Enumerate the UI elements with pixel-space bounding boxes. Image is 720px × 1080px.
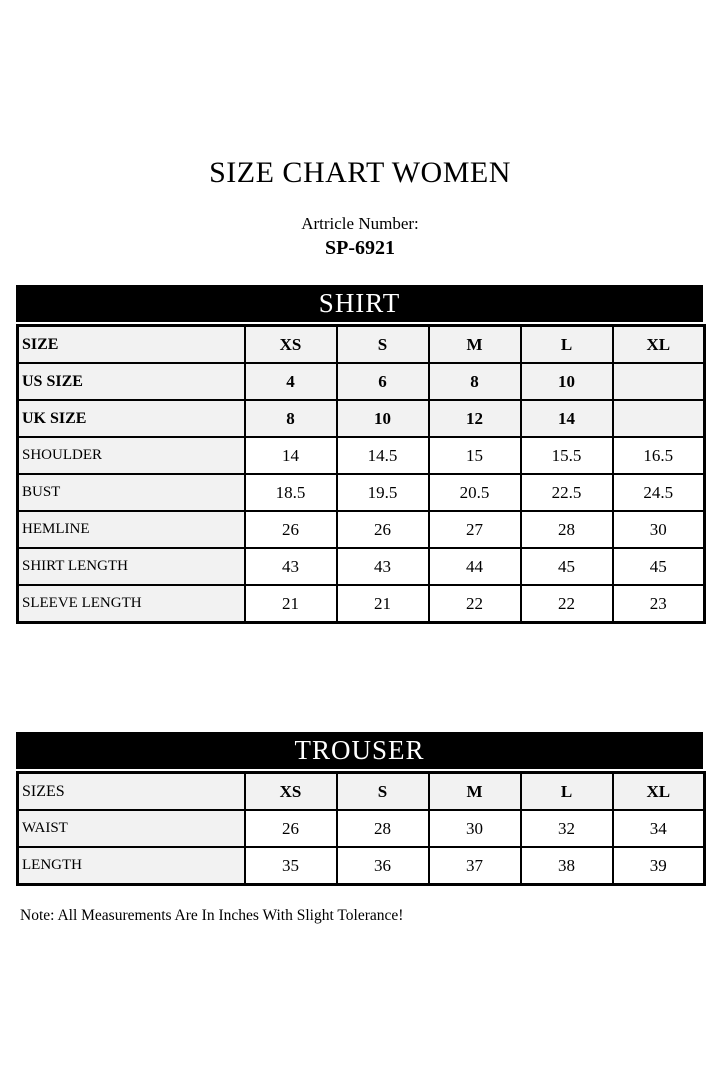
row-label-cell: WAIST (18, 810, 245, 847)
measurement-value-cell: 44 (429, 548, 521, 585)
measurement-value-cell: 22.5 (521, 474, 613, 511)
table-row (18, 548, 705, 585)
measurement-value-cell: 20.5 (429, 474, 521, 511)
measurement-value-cell: 32 (521, 810, 613, 847)
size-value-cell: S (337, 773, 429, 811)
size-value-cell (613, 400, 705, 437)
size-value-cell: 10 (521, 363, 613, 400)
size-value-cell: M (429, 773, 521, 811)
shirt-table-header-band: SHIRT (16, 285, 703, 322)
table-row (18, 585, 705, 623)
table-row (18, 511, 705, 548)
measurement-value-cell: 23 (613, 585, 705, 623)
measurement-value-cell: 37 (429, 847, 521, 885)
measurement-value-cell: 34 (613, 810, 705, 847)
measurement-value-cell: 19.5 (337, 474, 429, 511)
size-value-cell: XL (613, 326, 705, 364)
row-label-cell: SHOULDER (18, 437, 245, 474)
measurement-value-cell: 45 (521, 548, 613, 585)
size-value-cell: XS (245, 326, 337, 364)
table-row (18, 363, 705, 400)
measurement-value-cell: 22 (429, 585, 521, 623)
row-label-cell: SLEEVE LENGTH (18, 585, 245, 623)
measurement-value-cell: 28 (337, 810, 429, 847)
measurement-value-cell: 21 (337, 585, 429, 623)
shirt-section (16, 285, 703, 624)
size-value-cell: 8 (429, 363, 521, 400)
size-value-cell: 4 (245, 363, 337, 400)
size-value-cell: 8 (245, 400, 337, 437)
trouser-table-header-band: TROUSER (16, 732, 703, 769)
measurement-value-cell: 45 (613, 548, 705, 585)
row-label-cell: SHIRT LENGTH (18, 548, 245, 585)
size-value-cell: 14 (521, 400, 613, 437)
row-label-cell: BUST (18, 474, 245, 511)
measurement-value-cell: 22 (521, 585, 613, 623)
measurement-value-cell: 26 (245, 511, 337, 548)
article-number-label: Artricle Number: (301, 214, 419, 233)
measurement-value-cell: 43 (245, 548, 337, 585)
measurement-value-cell: 14 (245, 437, 337, 474)
article-number-value: SP-6921 (325, 237, 395, 259)
measurement-value-cell: 26 (337, 511, 429, 548)
measurement-value-cell: 30 (429, 810, 521, 847)
size-value-cell: 12 (429, 400, 521, 437)
measurement-value-cell: 36 (337, 847, 429, 885)
measurement-value-cell: 21 (245, 585, 337, 623)
table-row (18, 810, 705, 847)
size-value-cell: L (521, 326, 613, 364)
measurement-value-cell: 28 (521, 511, 613, 548)
size-value-cell: M (429, 326, 521, 364)
table-row (18, 437, 705, 474)
row-label-cell: HEMLINE (18, 511, 245, 548)
measurement-value-cell: 30 (613, 511, 705, 548)
measurement-value-cell: 16.5 (613, 437, 705, 474)
size-value-cell: L (521, 773, 613, 811)
measurement-value-cell: 38 (521, 847, 613, 885)
row-label-cell: SIZE (18, 326, 245, 364)
table-row (18, 847, 705, 885)
row-label-cell: LENGTH (18, 847, 245, 885)
size-value-cell: S (337, 326, 429, 364)
measurements-note: Note: All Measurements Are In Inches With Slight Tolerance! (20, 907, 404, 924)
measurement-value-cell: 15 (429, 437, 521, 474)
trouser-table (16, 771, 706, 886)
table-row (18, 474, 705, 511)
measurement-value-cell: 15.5 (521, 437, 613, 474)
table-row (18, 773, 705, 811)
shirt-table (16, 324, 706, 624)
measurement-value-cell: 27 (429, 511, 521, 548)
page-title: SIZE CHART WOMEN (209, 156, 511, 189)
size-value-cell: XL (613, 773, 705, 811)
size-value-cell: 10 (337, 400, 429, 437)
measurement-value-cell: 35 (245, 847, 337, 885)
size-value-cell (613, 363, 705, 400)
measurement-value-cell: 43 (337, 548, 429, 585)
size-value-cell: XS (245, 773, 337, 811)
measurement-value-cell: 24.5 (613, 474, 705, 511)
table-row (18, 400, 705, 437)
table-row (18, 326, 705, 364)
size-value-cell: 6 (337, 363, 429, 400)
measurement-value-cell: 26 (245, 810, 337, 847)
row-label-cell: UK SIZE (18, 400, 245, 437)
row-label-cell: SIZES (18, 773, 245, 811)
measurement-value-cell: 14.5 (337, 437, 429, 474)
measurement-value-cell: 39 (613, 847, 705, 885)
measurement-value-cell: 18.5 (245, 474, 337, 511)
trouser-section (16, 732, 703, 886)
row-label-cell: US SIZE (18, 363, 245, 400)
